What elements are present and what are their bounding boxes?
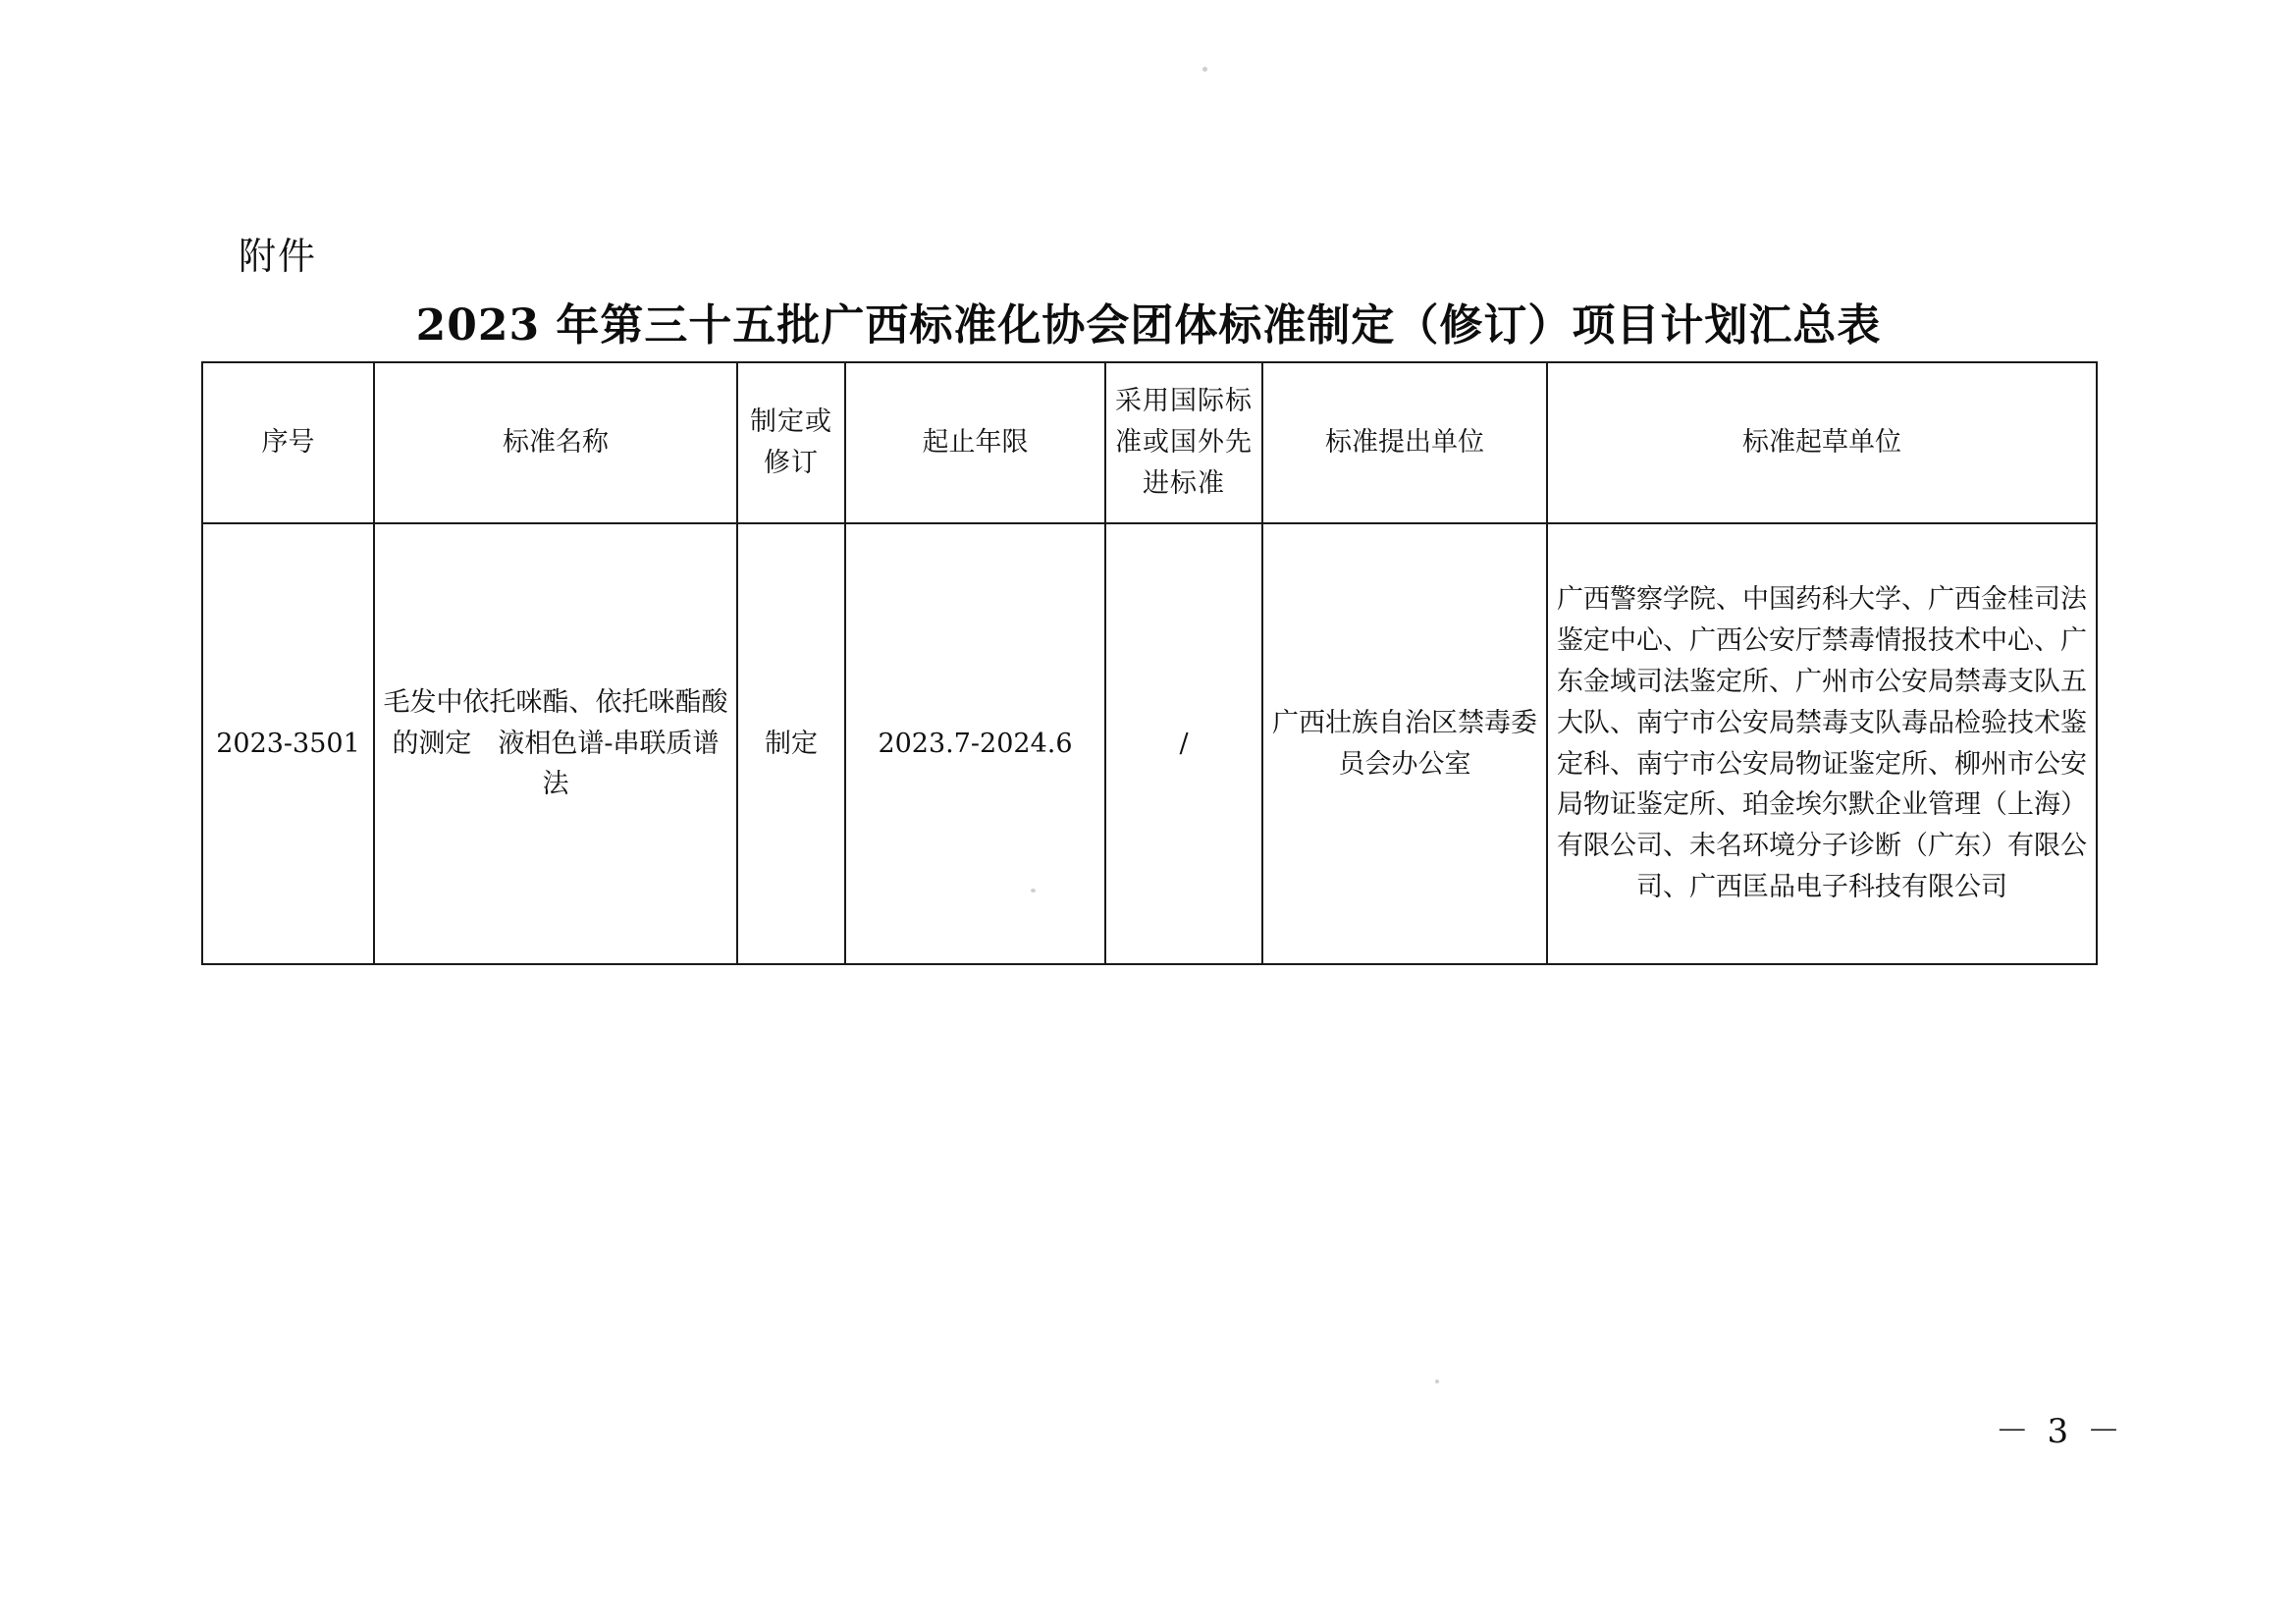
cell-drafters: 广西警察学院、中国药科大学、广西金桂司法鉴定中心、广西公安厅禁毒情报技术中心、广东金域司法鉴定所、广州市公安局禁毒支队五大队、南宁市公安局禁毒支队毒品检验技术鉴定科、南宁市公安局物证鉴定所、柳州市公安局物证鉴定所、珀金埃尔默企业管理（上海）有限公司、未名环境分子诊断（广东）有限公司、广西匡品电子科技有限公司 bbox=[1547, 523, 2097, 964]
attachment-label: 附件 bbox=[239, 235, 318, 278]
column-header-drafters: 标准起草单位 bbox=[1547, 362, 2097, 523]
cell-period: 2023.7-2024.6 bbox=[845, 523, 1105, 964]
page-title: 2023 年第三十五批广西标准化协会团体标准制定（修订）项目计划汇总表 bbox=[415, 300, 1882, 351]
cell-international: / bbox=[1105, 523, 1262, 964]
scan-speck bbox=[1435, 1380, 1439, 1383]
table-row bbox=[202, 523, 2097, 964]
cell-seq: 2023-3501 bbox=[202, 523, 374, 964]
cell-type: 制定 bbox=[737, 523, 845, 964]
column-header-proposer: 标准提出单位 bbox=[1262, 362, 1547, 523]
table-header-row bbox=[202, 362, 2097, 523]
project-plan-table bbox=[201, 361, 2098, 965]
cell-standard-name: 毛发中依托咪酯、依托咪酯酸的测定 液相色谱-串联质谱法 bbox=[374, 523, 737, 964]
column-header-international: 采用国际标准或国外先进标准 bbox=[1105, 362, 1262, 523]
cell-proposer: 广西壮族自治区禁毒委员会办公室 bbox=[1262, 523, 1547, 964]
column-header-type: 制定或修订 bbox=[737, 362, 845, 523]
scan-speck bbox=[1202, 67, 1207, 72]
column-header-period: 起止年限 bbox=[845, 362, 1105, 523]
page-number: － 3 － bbox=[1995, 1412, 2124, 1451]
column-header-seq: 序号 bbox=[202, 362, 374, 523]
column-header-standard-name: 标准名称 bbox=[374, 362, 737, 523]
